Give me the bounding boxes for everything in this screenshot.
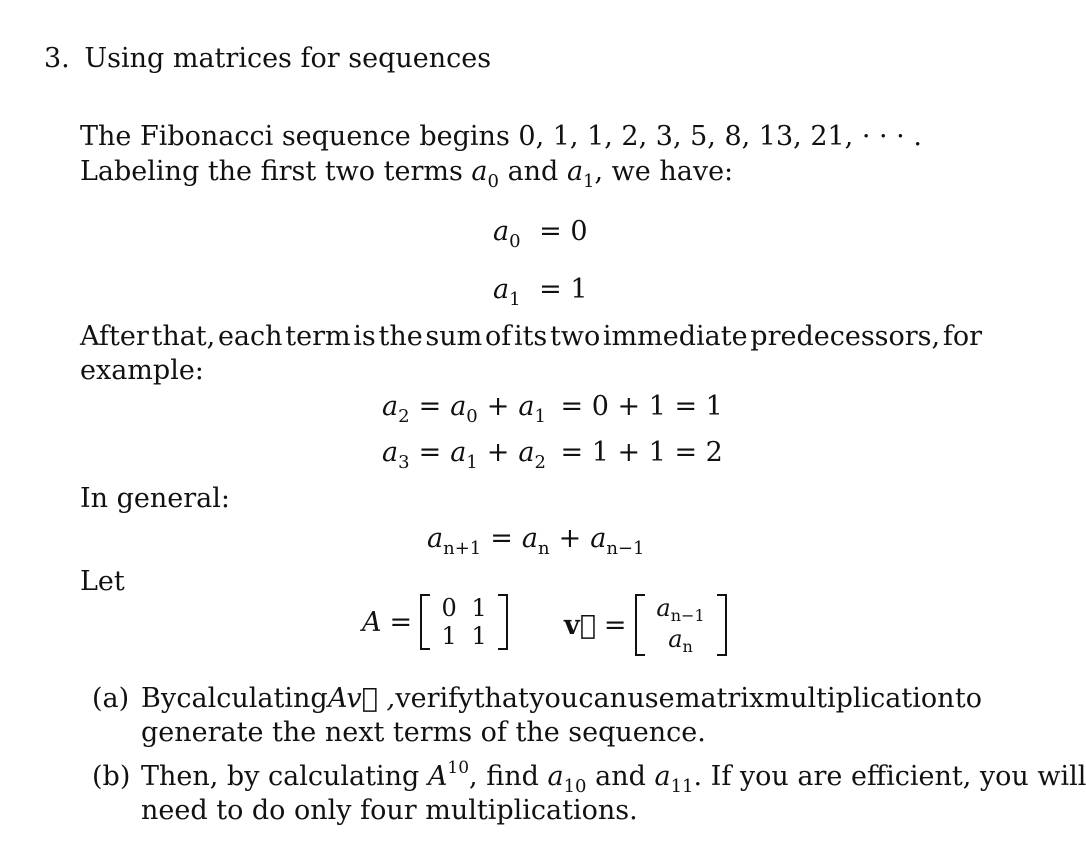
matrix-a: 0 1 1 1: [420, 594, 508, 650]
after-line-2: example:: [80, 355, 204, 386]
item-a-label: (a): [92, 683, 130, 714]
fibonacci-sequence: 0, 1, 1, 2, 3, 5, 8, 13, 21, · · · .: [518, 121, 922, 152]
item-a-line-2: generate the next terms of the sequence.: [141, 717, 706, 748]
example-a2: $a_2 = a_0 + a_1 = 0 + 1 = 1$: [382, 391, 723, 427]
item-a-text-1: By calculating Av⃗ , verify that you can use matrix multiplication to: [141, 683, 982, 714]
problem-heading: [44, 42, 491, 76]
item-b-line-2: need to do only four multiplications.: [141, 795, 638, 826]
term-a1: $a_1$: [566, 156, 595, 192]
item-b-label: (b): [92, 761, 131, 792]
intro-and: and: [507, 156, 559, 187]
intro-line-1: [80, 120, 922, 154]
general-label: In general:: [80, 483, 231, 514]
intro-text-2: Labeling the first two terms: [80, 156, 463, 187]
term-a0: $a_0$: [471, 156, 499, 192]
intro-text: The Fibonacci sequence begins: [80, 121, 510, 152]
vector-definition: v⃗ = $a_{n-1}$ $a_n$: [564, 594, 727, 656]
after-line-1: After that, each term is the sum of its two immediate predecessors, for: [80, 321, 982, 352]
problem-title: Using matrices for sequences: [84, 43, 492, 74]
vector-name: v⃗: [564, 609, 596, 641]
problem-number: 3.: [44, 43, 70, 74]
let-label: Let: [80, 566, 125, 597]
matrix-name: A: [362, 606, 382, 638]
equation-a0: $a_0 = 0$: [493, 216, 588, 252]
equation-a1: $a_1 = 1$: [493, 274, 588, 310]
intro-line-2: [80, 155, 733, 192]
vector-v: $a_{n-1}$ $a_n$: [635, 594, 727, 656]
intro-text-3: , we have:: [594, 156, 734, 187]
example-a3: $a_3 = a_1 + a_2 = 1 + 1 = 2$: [382, 437, 723, 473]
recurrence-equation: $a_{n+1} = a_n + a_{n-1}$: [427, 523, 645, 559]
matrix-definition: A = 0 1 1 1: [362, 594, 508, 650]
item-b-line-1: Then, by calculating $A^{10}$, find $a_{10}$ and $a_{11}$. If you are efficient, you will: [141, 758, 1086, 797]
